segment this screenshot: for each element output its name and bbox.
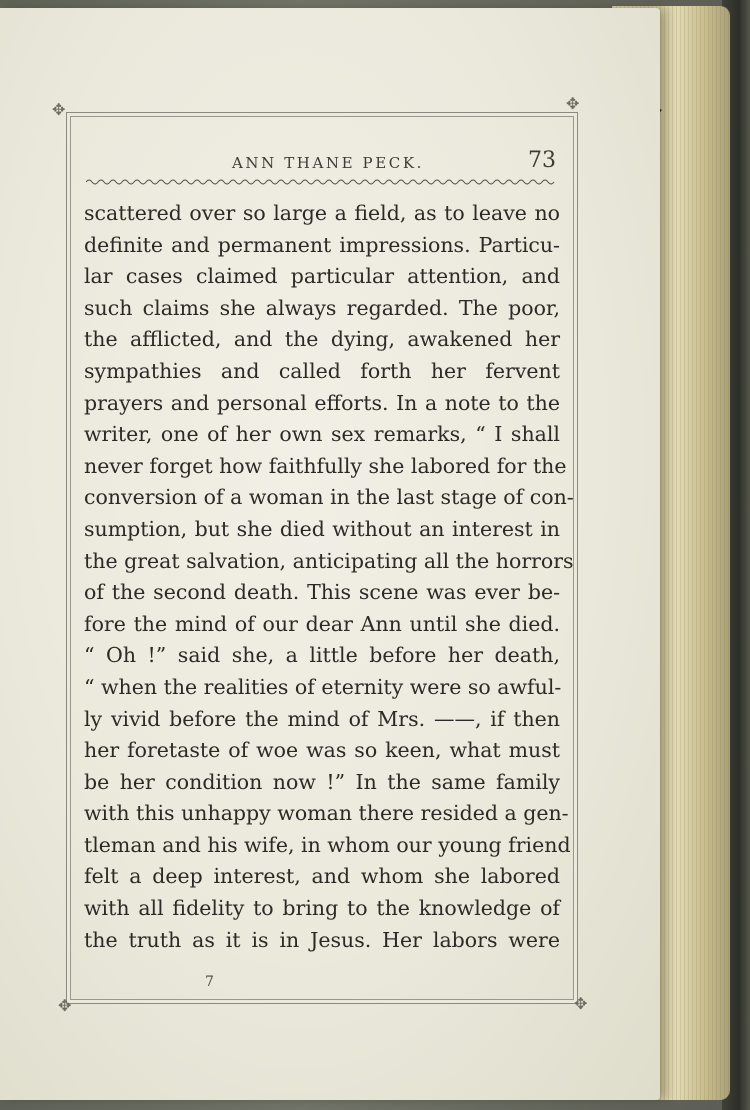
text-line: “ Oh !” said she, a little before her death, [84,643,560,668]
text-line: “ when the realities of eternity were so awful- [84,674,562,699]
corner-ornament-icon: ✥ [58,996,72,1015]
text-line: the truth as it is in Jesus. Her labors were [84,927,560,952]
text-line: definite and permanent impressions. Particu- [84,232,560,257]
text-line: never forget how faithfully she labored for the [84,453,567,478]
wavy-rule-divider [86,178,556,186]
text-line: conversion of a woman in the last stage of con- [84,485,574,510]
text-line: lar cases claimed particular attention, and [84,264,560,289]
text-line: the afflicted, and the dying, awakened her [84,327,560,352]
text-line: such claims she always regarded. The poor, [84,295,560,320]
text-line: sympathies and called forth her fervent [84,358,560,383]
text-line: of the second death. This scene was ever be- [84,580,560,605]
text-line: be her condition now !” In the same family [84,769,560,794]
text-line: her foretaste of woe was so keen, what must [84,738,560,763]
page-body-text [84,198,574,956]
page-number: 73 [528,148,556,173]
text-line: the great salvation, anticipating all the horrors [84,548,574,573]
text-line: with all fidelity to bring to the knowledge of [84,896,560,921]
text-line: fore the mind of our dear Ann until she died. [84,611,560,636]
corner-ornament-icon: ✥ [566,94,580,113]
signature-mark: 7 [205,974,214,990]
corner-ornament-icon: ✥ [52,100,66,119]
text-line: scattered over so large a field, as to leave no [84,201,560,225]
running-head [86,148,560,176]
text-line: with this unhappy woman there resided a gen- [84,801,569,826]
corner-ornament-icon: ✥ [574,994,588,1013]
text-line: ly vivid before the mind of Mrs. ——, if then [84,706,560,731]
text-line: prayers and personal efforts. In a note to the [84,390,560,415]
text-line: tleman and his wife, in whom our young friend [84,832,571,857]
text-line: felt a deep interest, and whom she labored [84,864,560,889]
running-head-title: ANN THANE PECK. [231,154,425,172]
text-line: writer, one of her own sex remarks, “ I shall [84,422,560,447]
text-line: sumption, but she died without an interest in [84,516,560,541]
book-page [0,8,660,1100]
